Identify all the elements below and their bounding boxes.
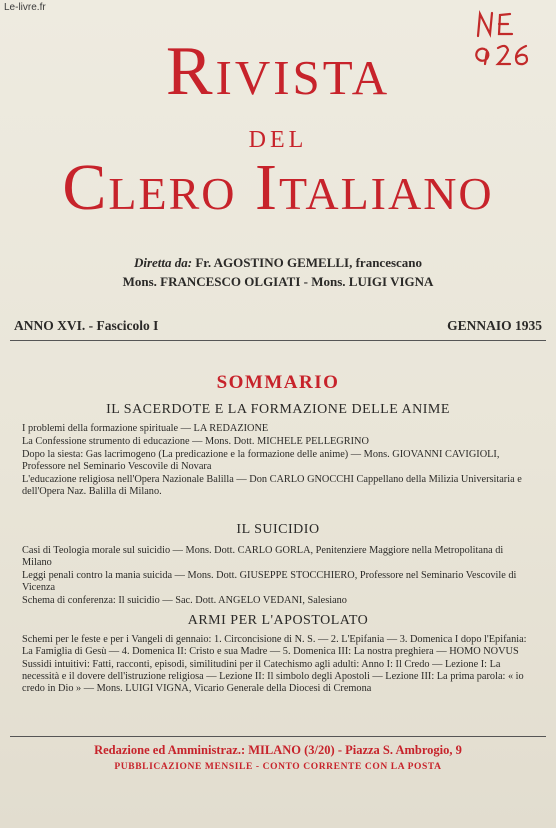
section-heading-1: IL SACERDOTE E LA FORMAZIONE DELLE ANIME	[106, 402, 450, 417]
toc-entry: I problemi della formazione spirituale — LA REDAZIONE	[22, 423, 269, 434]
title-clero-italiano: Clero Italiano	[62, 151, 494, 224]
section-entries-3	[22, 634, 534, 696]
toc-entry: Schema di conferenza: Il suicidio — Sac. Dott. ANGELO VEDANI, Salesiano	[22, 594, 347, 606]
issue-date: GENNAIO 1935	[447, 318, 542, 333]
section-heading-3: ARMI PER L'APOSTOLATO	[187, 613, 369, 628]
sommario-heading: SOMMARIO	[216, 372, 340, 393]
toc-entry: Schemi per le feste e per i Vangeli di gennaio: 1. Circoncisione di N. S. — 2. L'Epifania — 3. Domenica I dopo l'Epifania: La Famiglia di Gesù — 4. Domenica II: Cristo e sua Madre — 5. Domenica III: La nostra preghiera — HOMO NOVUS	[22, 634, 527, 657]
direction-line-2: Mons. FRANCESCO OLGIATI - Mons. LUIGI VIGNA	[122, 274, 434, 289]
section-heading-2: IL SUICIDIO	[236, 522, 320, 537]
toc-entry: L'educazione religiosa nell'Opera Nazionale Balilla — Don CARLO GNOCCHI Cappellano della Milizia Universitaria e dell'Opera Naz. Balilla di Milano.	[22, 473, 522, 497]
issue-volume: ANNO XVI. - Fascicolo I	[14, 318, 159, 333]
divider-top	[10, 340, 546, 341]
footer-publication: PUBBLICAZIONE MENSILE - CONTO CORRENTE CON LA POSTA	[114, 762, 442, 772]
direction-editor-1: Fr. AGOSTINO GEMELLI, francescano	[195, 255, 423, 270]
title-rivista: Rivista	[165, 33, 391, 110]
title-del: del	[248, 118, 308, 155]
direction-line-1	[0, 255, 556, 271]
section-entries-2	[22, 545, 534, 608]
watermark: Le-livre.fr	[4, 2, 46, 13]
toc-entry: Dopo la siesta: Gas lacrimogeno (La predicazione e la formazione delle anime) — Mons. GIOVANNI CAVIGIOLI, Professore nel Seminario Vescovile di Novara	[22, 448, 500, 472]
footer-address: Redazione ed Amministraz.: MILANO (3/20) - Piazza S. Ambrogio, 9	[94, 743, 462, 757]
direction-label: Diretta da:	[133, 255, 193, 270]
section-entries-1	[22, 423, 534, 498]
toc-entry: La Confessione strumento di educazione — Mons. Dott. MICHELE PELLEGRINO	[22, 435, 369, 447]
issue-line	[14, 318, 542, 334]
toc-entry: Leggi penali contro la mania suicida — Mons. Dott. GIUSEPPE STOCCHIERO, Professore nel Seminario Vescovile di Vicenza	[22, 569, 517, 593]
divider-bottom	[10, 736, 546, 737]
toc-entry: Sussidi intuitivi: Fatti, racconti, episodi, similitudini per il Catechismo agli adulti: Anno I: Il Credo — Lezione I: La necessità e il dovere dell'istruzione religiosa — Lezione II: Il simbolo degli Apostoli — Lezione III: La prima parola: « io credo in Dio » — Mons. LUIGI VIGNA, Vicario Generale della Diocesi di Cremona	[22, 658, 524, 694]
toc-entry: Casi di Teologia morale sul suicidio — Mons. Dott. CARLO GORLA, Penitenziere Maggiore nella Metropolitana di Milano	[22, 545, 504, 568]
